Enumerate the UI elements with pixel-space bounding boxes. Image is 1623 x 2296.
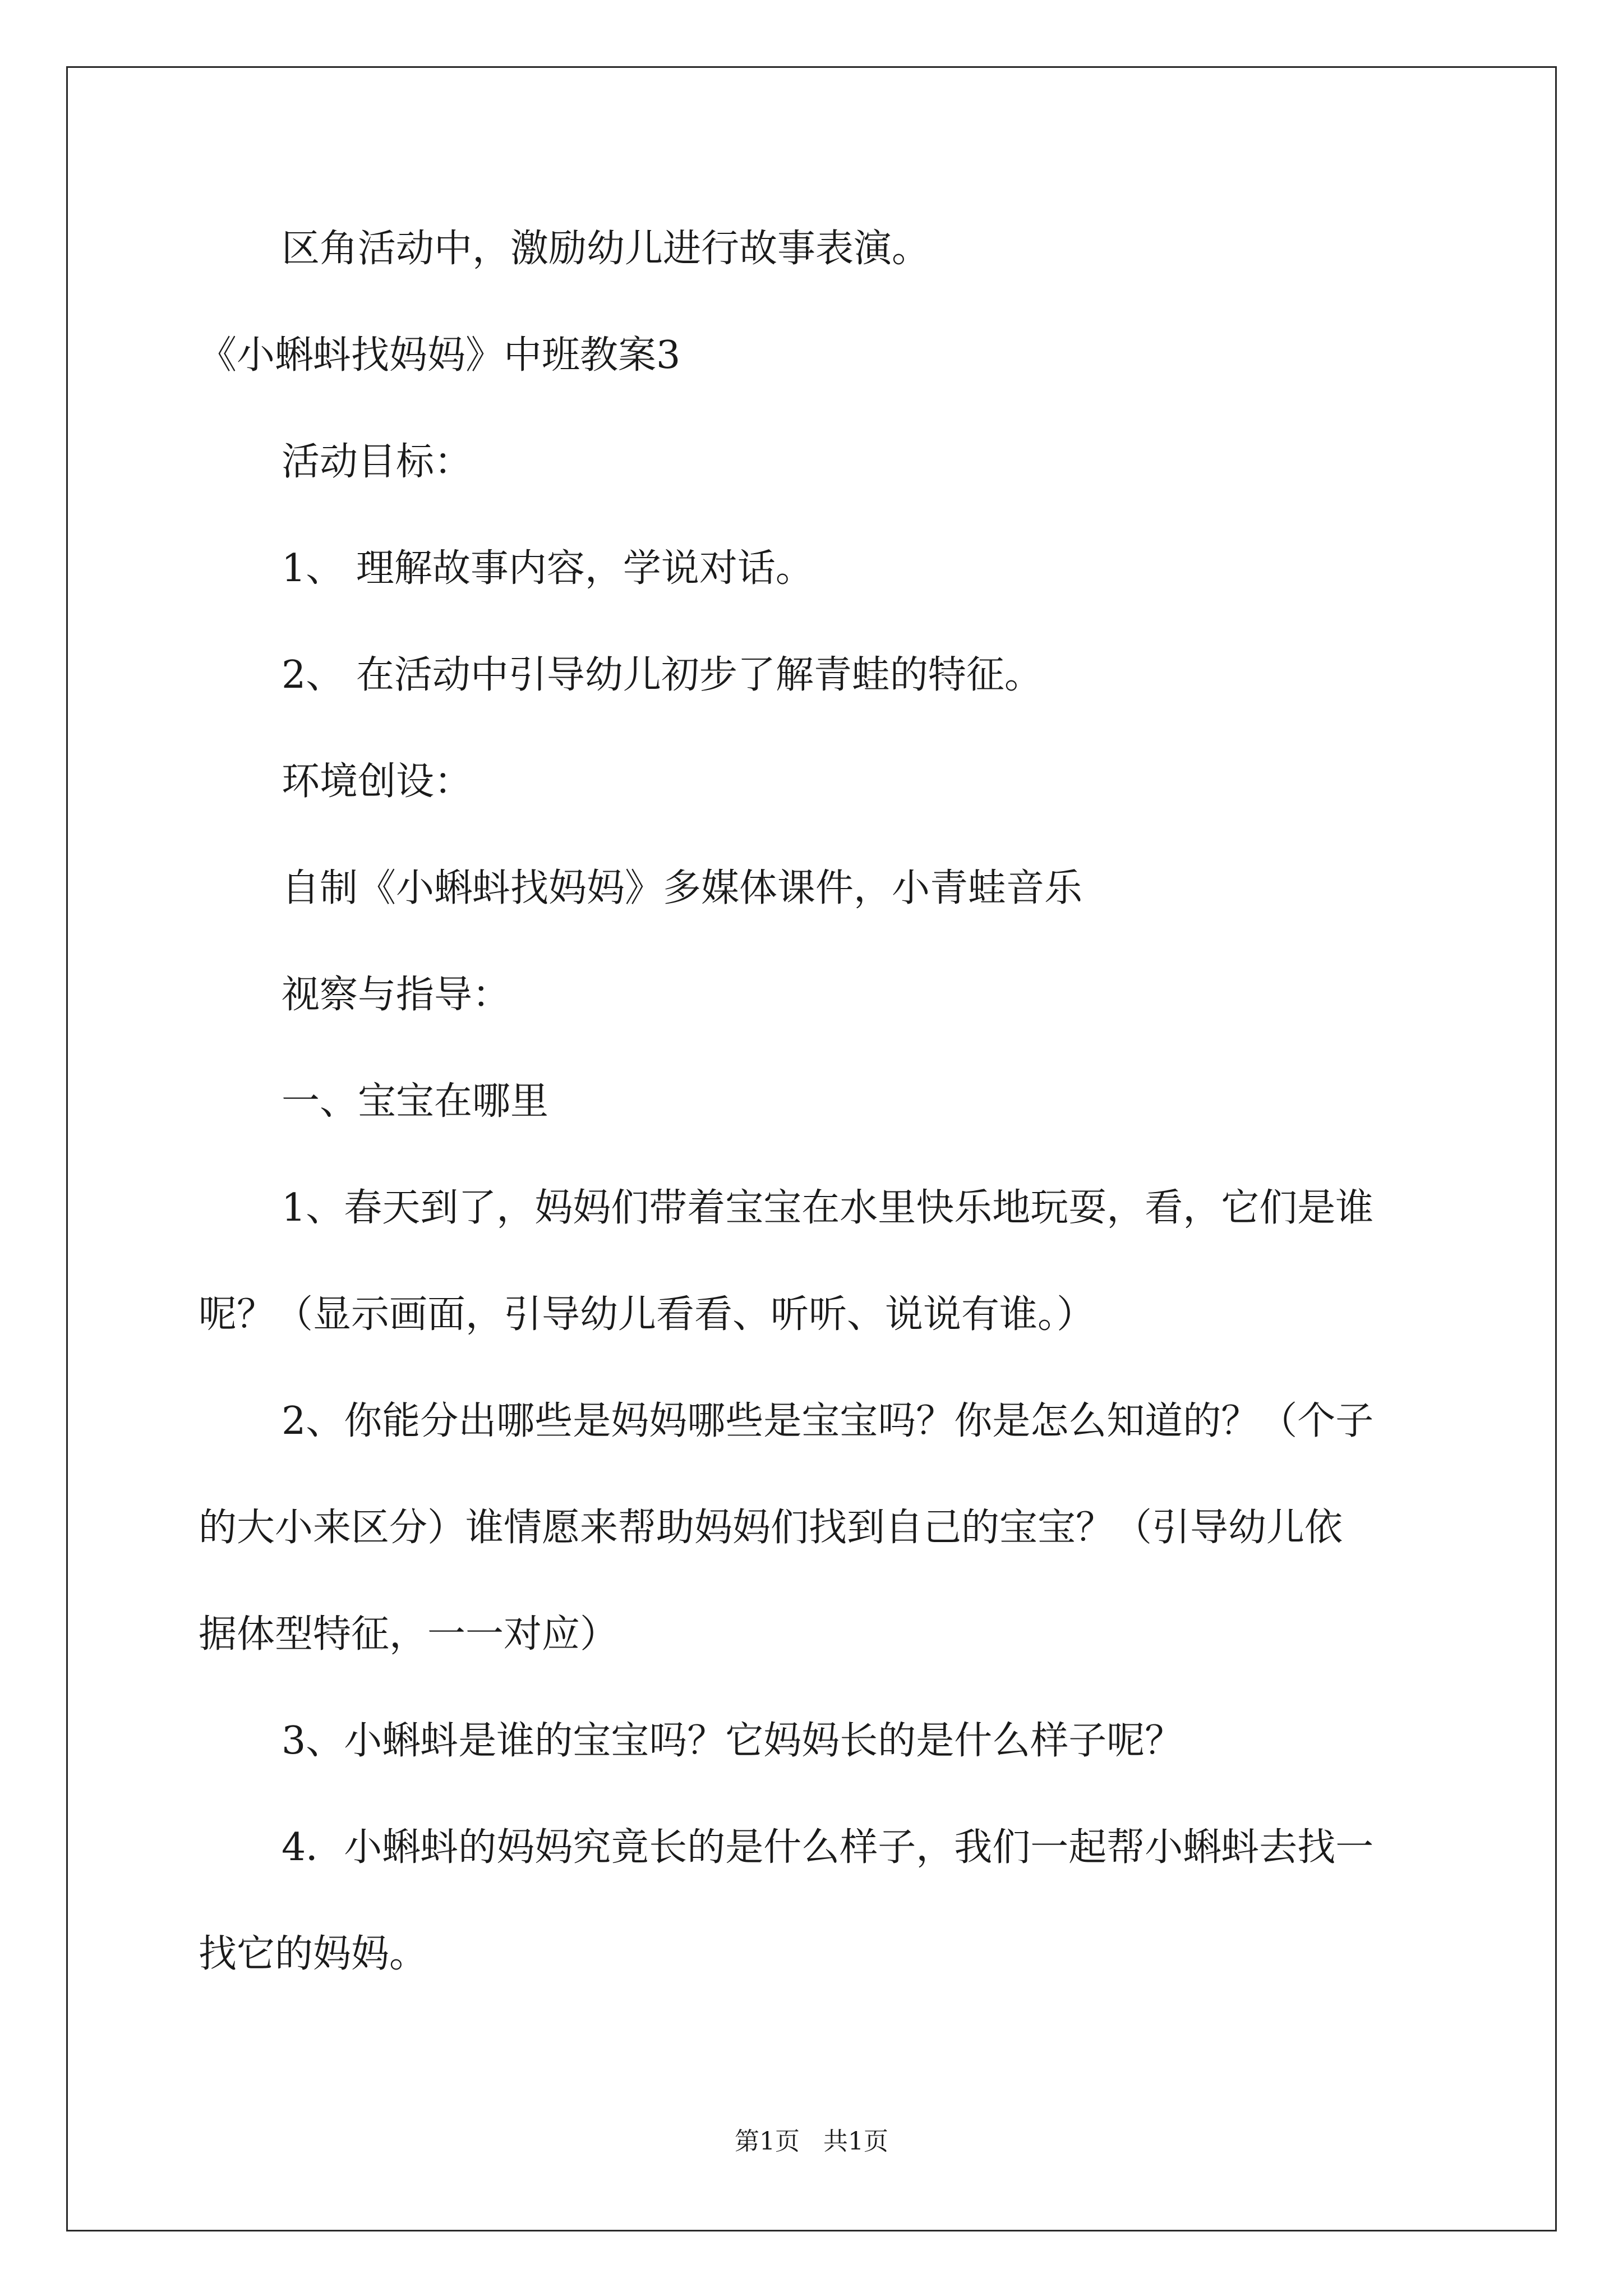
step-3: 3、小蝌蚪是谁的宝宝吗？它妈妈长的是什么样子呢？: [282, 1719, 1183, 1763]
subheading-observation: 视察与指导：: [282, 973, 511, 1017]
section-heading: 《小蝌蚪找妈妈》中班教案3: [199, 333, 681, 378]
paragraph-line: 区角活动中，激励幼儿进行故事表演。: [282, 227, 930, 271]
subheading-environment: 环境创设：: [282, 760, 473, 804]
page-footer: 第1页 共1页: [735, 2127, 888, 2156]
step-2-line-2: 的大小来区分）谁情愿来帮助妈妈们找到自己的宝宝？（引导幼儿依: [199, 1506, 1343, 1550]
step-4-line-2: 找它的妈妈。: [199, 1932, 428, 1976]
step-4-line-1: 4．小蝌蚪的妈妈究竟长的是什么样子，我们一起帮小蝌蚪去找一: [282, 1825, 1374, 1870]
page-border: [66, 66, 1557, 2231]
environment-text: 自制《小蝌蚪找妈妈》多媒体课件，小青蛙音乐: [282, 866, 1083, 910]
step-2-line-1: 2、你能分出哪些是妈妈哪些是宝宝吗？你是怎么知道的？（个子: [282, 1399, 1374, 1443]
goal-item-2: 2、 在活动中引导幼儿初步了解青蛙的特征。: [282, 653, 1043, 697]
step-2-line-3: 据体型特征，一一对应）: [199, 1612, 619, 1657]
subheading-goals: 活动目标：: [282, 440, 473, 484]
goal-item-1: 1、 理解故事内容，学说对话。: [282, 546, 814, 591]
step-1-line-2: 呢？（显示画面，引导幼儿看看、听听、说说有谁。）: [199, 1292, 1095, 1337]
step-1-line-1: 1、春天到了，妈妈们带着宝宝在水里快乐地玩耍，看，它们是谁: [282, 1186, 1374, 1230]
part-heading-1: 一、宝宝在哪里: [282, 1079, 549, 1124]
